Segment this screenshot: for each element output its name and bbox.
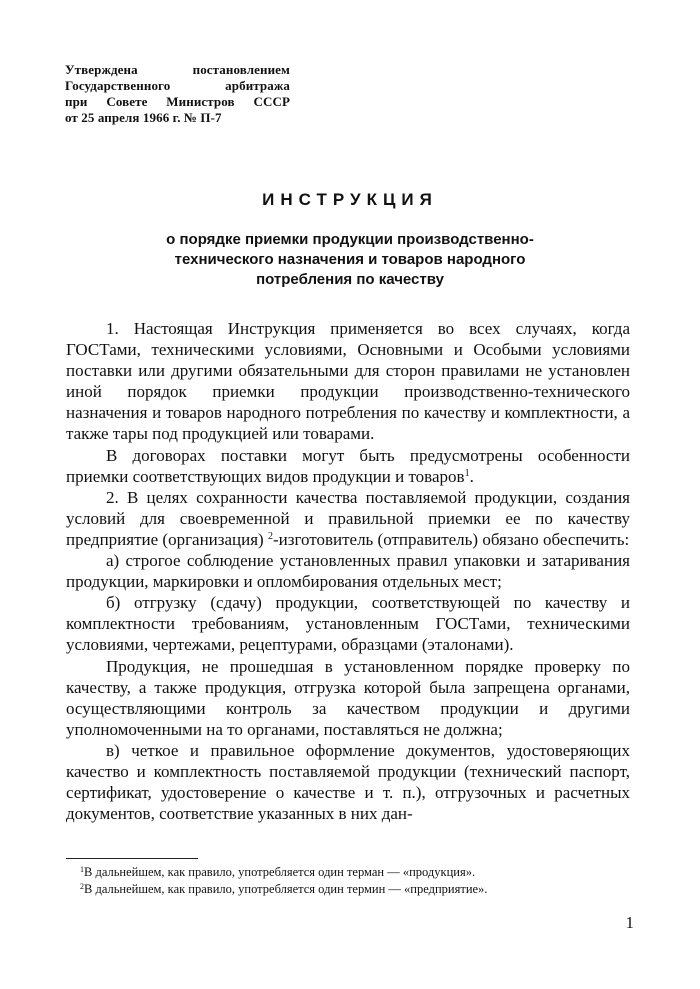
approval-line-3: при Совете Министров СССР (65, 94, 290, 109)
paragraph-item-a: а) строгое соблюдение установленных правил упаковки и затаривания продукции, маркировки и опломбирования отдельных мест; (66, 551, 630, 592)
approval-line-4: от 25 апреля 1966 г. № П-7 (65, 110, 222, 125)
footnote-ref-1: 1 (464, 467, 470, 479)
paragraph-item-v: в) четкое и правильное оформление документов, удостоверяющих качество и комплектность поставляемой продукции (технический паспорт, сертификат, удостоверение о качестве и т. п.), отгрузочных и расчетных документов, соответствие указанных в них дан- (66, 740, 630, 824)
approval-line-2: Государственного арбитража (65, 78, 290, 93)
paragraph-contracts (66, 445, 630, 487)
paragraph-item-b: б) отгрузку (сдачу) продукции, соответствующей по качеству и комплектности требованиям, установленным ГОСТами, техническими условиями, чертежами, рецептурами, образцами (эталонами). (66, 593, 630, 655)
footnote-1-ref: 1 (80, 865, 84, 874)
footnote-ref-2: 2 (267, 530, 273, 542)
approval-line-1: Утверждена постановлением (65, 62, 290, 77)
paragraph-contracts-end: . (469, 466, 474, 486)
footnotes (66, 864, 630, 898)
footnote-divider (66, 858, 198, 859)
page-number: 1 (625, 913, 634, 932)
footnote-2-ref: 2 (80, 882, 84, 891)
paragraph-2 (66, 487, 630, 550)
paragraph-contracts-text: В договорах поставки могут быть предусмотрены особенности приемки соответствующих видов продукции и товаров (66, 445, 630, 486)
paragraph-2-text-a: 2. В целях сохранности качества поставляемой продукции, создания условий для своевременной и правильной приемки ее по качеству предприятие (организация) (66, 487, 630, 549)
footnote-2 (66, 881, 630, 898)
footnote-2-text: В дальнейшем, как правило, употребляется один термин — «предприятие». (84, 882, 488, 896)
document-body (66, 318, 630, 824)
paragraph-2-text-b: -изготовитель (отправитель) обязано обеспечить: (272, 529, 630, 549)
paragraph-1: 1. Настоящая Инструкция применяется во всех случаях, когда ГОСТами, техническими условиями, Основными и Особыми условиями поставки или другими обязательными для сторон правилами не установлен иной порядок приемки продукции производственно-технического назначения и товаров народного потребления по качеству и комплектности, а также тары под продукцией или товарами. (66, 319, 630, 444)
document-subtitle: о порядке приемки продукции производственно-технического назначения и товаров народного потребления по качеству (166, 231, 534, 288)
footnote-1-text: В дальнейшем, как правило, употребляется один терман — «продукция». (84, 865, 476, 879)
document-title: ИНСТРУКЦИЯ (262, 190, 438, 209)
paragraph-prohibited: Продукция, не прошедшая в установленном порядке проверку по качеству, а также продукция, отгрузка которой была запрещена органами, осуществляющими контроль за качеством продукции и другими уполномоченными на то органами, поставляться не должна; (66, 656, 630, 739)
footnote-1 (66, 864, 630, 881)
approval-block (65, 62, 290, 126)
